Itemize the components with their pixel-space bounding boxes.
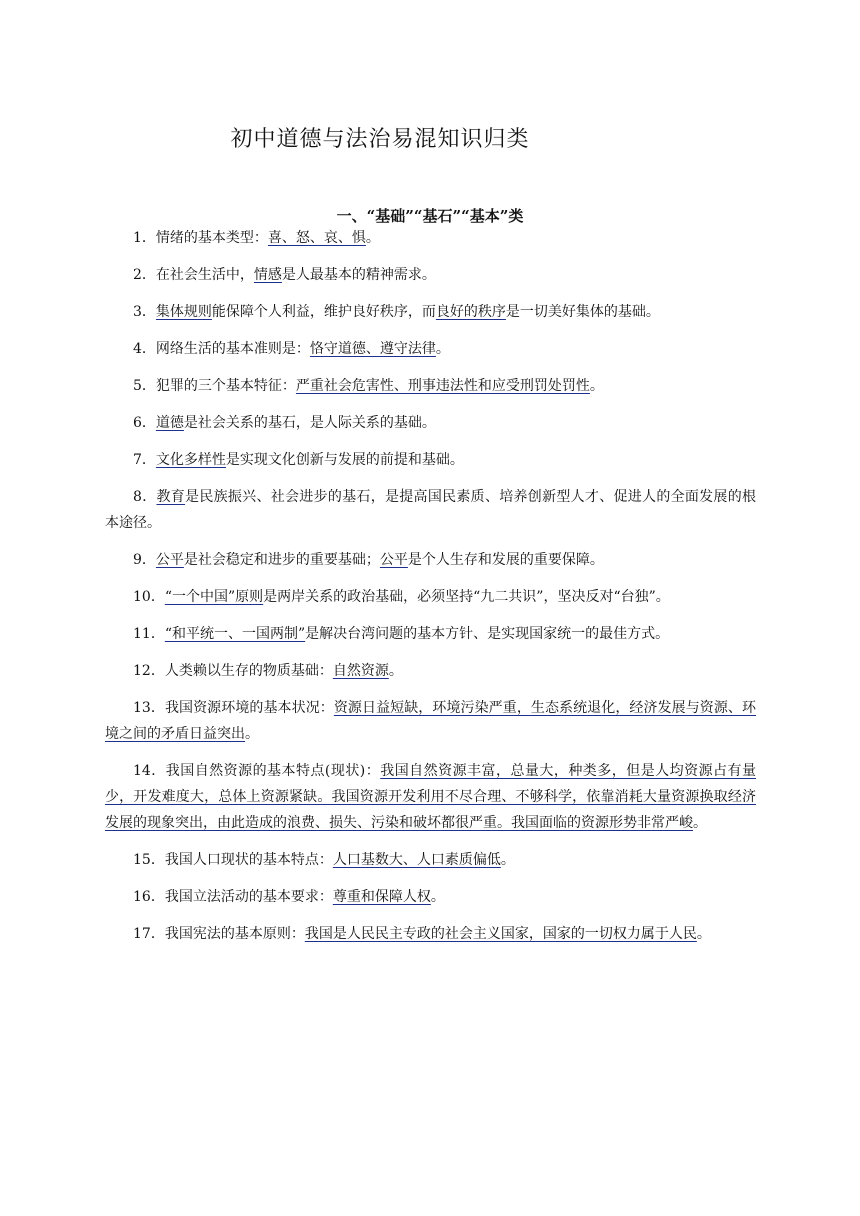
list-item bbox=[105, 447, 756, 473]
underlined-key-phrase: 尊重和保障人权 bbox=[332, 889, 431, 905]
underlined-key-phrase: 文化多样性 bbox=[155, 452, 226, 468]
underlined-key-phrase: 严重社会危害性、刑事违法性和应受刑罚处罚性 bbox=[295, 378, 590, 394]
list-item bbox=[105, 758, 756, 836]
item-text: 。 bbox=[430, 889, 445, 905]
underlined-key-phrase: “和平统一、一国两制” bbox=[164, 626, 306, 642]
item-text: 11． bbox=[133, 626, 165, 642]
item-text: 4．网络生活的基本准则是： bbox=[133, 341, 310, 357]
list-item bbox=[105, 547, 756, 573]
list-item bbox=[105, 658, 756, 684]
list-item bbox=[105, 621, 756, 647]
underlined-key-phrase: “一个中国”原则 bbox=[164, 589, 264, 605]
underlined-key-phrase: 人口基数大、人口素质偏低 bbox=[332, 852, 501, 868]
item-text: 13．我国资源环境的基本状况： bbox=[133, 700, 334, 716]
knowledge-list bbox=[105, 225, 756, 958]
item-text: 10． bbox=[133, 589, 165, 605]
list-item bbox=[105, 373, 756, 399]
item-text: 是个人生存和发展的重要保障。 bbox=[407, 552, 604, 568]
item-text: 。 bbox=[388, 663, 403, 679]
item-text: 。 bbox=[245, 726, 259, 742]
item-text: 是社会关系的基石，是人际关系的基础。 bbox=[183, 415, 436, 431]
underlined-key-phrase: 集体规则 bbox=[155, 304, 212, 320]
underlined-key-phrase: 喜、怒、哀、惧 bbox=[267, 230, 366, 246]
item-text: 。 bbox=[500, 852, 515, 868]
underlined-key-phrase: 公平 bbox=[155, 552, 184, 568]
item-text: 7． bbox=[133, 452, 156, 468]
item-text: 5．犯罪的三个基本特征： bbox=[133, 378, 296, 394]
item-text: 是人最基本的精神需求。 bbox=[281, 267, 436, 283]
item-text: 9． bbox=[133, 552, 156, 568]
item-text: 。 bbox=[696, 926, 711, 942]
item-text: 是实现文化创新与发展的前提和基础。 bbox=[225, 452, 464, 468]
list-item bbox=[105, 410, 756, 436]
underlined-key-phrase: 恪守道德、遵守法律 bbox=[309, 341, 436, 357]
item-text: 。 bbox=[693, 815, 707, 831]
underlined-key-phrase: 情感 bbox=[253, 267, 282, 283]
list-item bbox=[105, 299, 756, 325]
item-text: 14．我国自然资源的基本特点(现状)： bbox=[133, 763, 381, 779]
section-heading: 一、“基础”“基石”“基本”类 bbox=[336, 207, 524, 225]
item-text: 16．我国立法活动的基本要求： bbox=[133, 889, 333, 905]
item-text: 能保障个人利益，维护良好秩序，而 bbox=[211, 304, 436, 320]
list-item bbox=[105, 695, 756, 747]
item-text: 是两岸关系的政治基础，必须坚持“九二共识”，坚决反对“台独”。 bbox=[263, 589, 670, 605]
item-text: 12．人类赖以生存的物质基础： bbox=[133, 663, 333, 679]
list-item bbox=[105, 262, 756, 288]
list-item bbox=[105, 921, 756, 947]
list-item bbox=[105, 884, 756, 910]
underlined-key-phrase: 自然资源 bbox=[332, 663, 389, 679]
item-text: 是一切美好集体的基础。 bbox=[505, 304, 660, 320]
underlined-key-phrase: 教育 bbox=[156, 489, 186, 505]
item-text: 17．我国宪法的基本原则： bbox=[133, 926, 305, 942]
item-text: 是社会稳定和进步的重要基础； bbox=[183, 552, 380, 568]
list-item bbox=[105, 225, 756, 251]
item-text: 。 bbox=[435, 341, 450, 357]
list-item bbox=[105, 336, 756, 362]
underlined-key-phrase: 良好的秩序 bbox=[435, 304, 506, 320]
item-text: 1．情绪的基本类型： bbox=[133, 230, 268, 246]
item-text: 6． bbox=[133, 415, 156, 431]
underlined-key-phrase: 道德 bbox=[155, 415, 184, 431]
list-item bbox=[105, 584, 756, 610]
underlined-key-phrase: 我国自然资源丰富，总量大，种类多，但是人均资源占有量少，开发难度大，总体上资源紧缺。我国资源开发利用不尽合理、不够科学，依靠消耗大量资源换取经济发展的现象突出，由此造成的浪费、损失、污染和破坏都很严重。我国面临的资源形势非常严峻 bbox=[105, 763, 756, 831]
document-title: 初中道德与法治易混知识归类 bbox=[230, 127, 530, 152]
item-text: 15．我国人口现状的基本特点： bbox=[133, 852, 333, 868]
underlined-key-phrase: 公平 bbox=[379, 552, 408, 568]
item-text: 2．在社会生活中， bbox=[133, 267, 254, 283]
item-text: 8． bbox=[133, 489, 157, 505]
item-text: 是解决台湾问题的基本方针、是实现国家统一的最佳方式。 bbox=[305, 626, 670, 642]
item-text: 3． bbox=[133, 304, 156, 320]
item-text: 。 bbox=[589, 378, 604, 394]
list-item bbox=[105, 847, 756, 873]
item-text: 。 bbox=[365, 230, 380, 246]
item-text: 是民族振兴、社会进步的基石，是提高国民素质、培养创新型人才、促进人的全面发展的根本途径。 bbox=[105, 489, 756, 531]
list-item bbox=[105, 484, 756, 536]
underlined-key-phrase: 我国是人民民主专政的社会主义国家，国家的一切权力属于人民 bbox=[304, 926, 697, 942]
underlined-key-phrase: 资源日益短缺，环境污染严重，生态系统退化，经济发展与资源、环境之间的矛盾日益突出 bbox=[105, 700, 756, 742]
